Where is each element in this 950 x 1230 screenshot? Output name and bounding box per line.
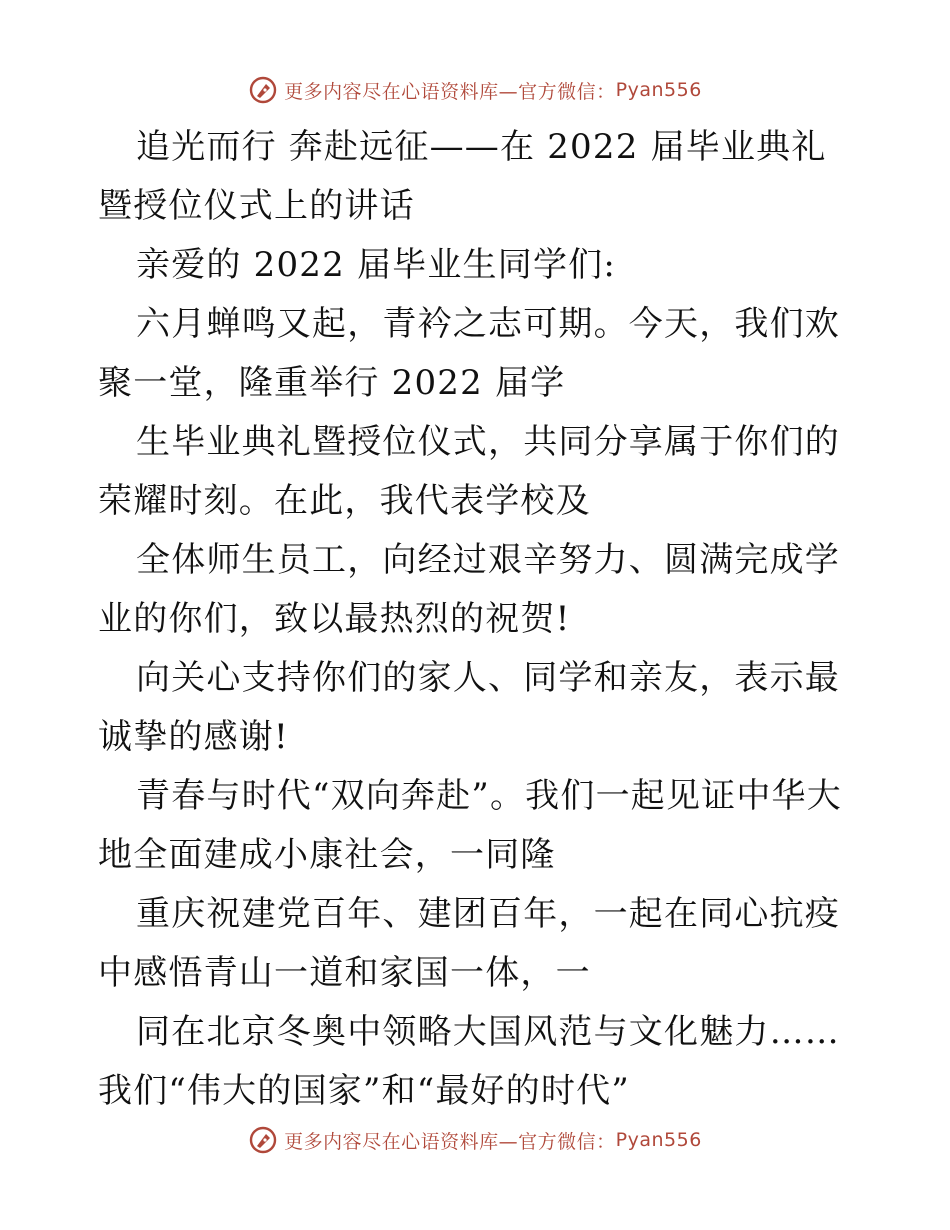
pen-nib-circle-icon — [248, 1125, 278, 1155]
paragraph: 生毕业典礼暨授位仪式，共同分享属于你们的荣耀时刻。在此，我代表学校及 — [98, 422, 840, 521]
paragraph: 青春与时代“双向奔赴”。我们一起见证中华大地全面建成小康社会，一同隆 — [98, 776, 842, 875]
paragraph: 同在北京冬奥中领略大国风范与文化魅力……我们“伟大的国家”和“最好的时代” — [98, 1012, 840, 1111]
watermark-wechat-id: Pyan556 — [615, 1129, 702, 1151]
paragraph: 六月蝉鸣又起，青衿之志可期。今天，我们欢聚一堂，隆重举行 2022 届学 — [98, 304, 840, 403]
watermark-text: 更多内容尽在心语资料库—官方微信： — [284, 1130, 616, 1153]
paragraph: 重庆祝建党百年、建团百年，一起在同心抗疫中感悟青山一道和家国一体，一 — [98, 894, 840, 993]
paragraph: 亲爱的 2022 届毕业生同学们: — [136, 245, 616, 285]
paragraph: 向关心支持你们的家人、同学和亲友，表示最诚挚的感谢! — [98, 658, 840, 757]
document-body — [98, 118, 858, 1121]
pen-nib-circle-icon — [248, 75, 278, 105]
document-title: 追光而行 奔赴远征——在 2022 届毕业典礼暨授位仪式上的讲话 — [98, 127, 827, 226]
header-watermark — [0, 72, 950, 108]
footer-watermark — [0, 1122, 950, 1158]
paragraph: 全体师生员工，向经过艰辛努力、圆满完成学业的你们，致以最热烈的祝贺! — [98, 540, 840, 639]
watermark-wechat-id: Pyan556 — [615, 79, 702, 101]
watermark-text: 更多内容尽在心语资料库—官方微信： — [284, 80, 616, 103]
